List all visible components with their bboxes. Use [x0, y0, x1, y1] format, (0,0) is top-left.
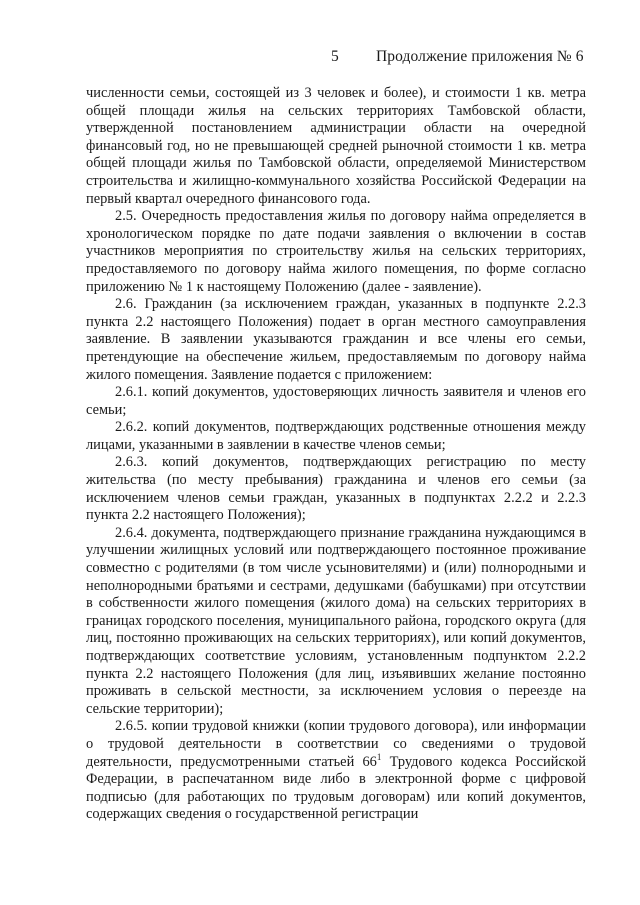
- paragraph-2-6-5-part-a: 2.6.5. копии трудовой книжки (копии трудового договора), или информации о трудовой деятельности в соответствии со сведениями о трудовой деятельности, предусмотренными статьей 66: [86, 718, 586, 770]
- paragraph-continuation: численности семьи, состоящей из 3 человек и более), и стоимости 1 кв. метра общей площади жилья на сельских территориях Тамбовской области, утвержденной постановлением администрации области на очередной финансовый год, но не превышающей средней рыночной стоимости 1 кв. метра общей площади жилья по Тамбовской области, определяемой Министерством строительства и жилищно-коммунального хозяйства Российской Федерации на первый квартал очередного финансового года.: [86, 85, 586, 207]
- article-superscript: 1: [376, 751, 382, 762]
- paragraph-2-6-4: 2.6.4. документа, подтверждающего признание гражданина нуждающимся в улучшении жилищных условий или подтверждающего постоянное проживание совместно с родителями (в том числе усыновителями) и (или) полнородными и неполнородными братьями и сестрами, дедушками (бабушками) при отсутствии в собственности жилого помещения (жилого дома) на сельских территориях в границах городского поселения, муниципального района, городского округа (для лиц, постоянно проживающих на сельских территориях), или копий документов, подтверждающих соответствие условиям, установленным подпунктом 2.2.2 пункта 2.2 настоящего Положения (для лиц, изъявивших желание постоянно проживать в сельской местности, за исключением условия о переезде на сельские территории);: [86, 524, 586, 717]
- appendix-title: Продолжение приложения № 6: [376, 48, 584, 65]
- paragraph-2-6-5: [86, 718, 586, 824]
- page-header: [0, 48, 640, 72]
- paragraph-2-6: 2.6. Гражданин (за исключением граждан, указанных в подпункте 2.2.3 пункта 2.2 настоящего Положения) подает в орган местного самоуправления заявление. В заявлении указываются гражданин и все члены его семьи, претендующие на обеспечение жильем, предоставляемым по договору найма жилого помещения. Заявление подается с приложением:: [86, 296, 586, 383]
- paragraph-2-6-1: 2.6.1. копий документов, удостоверяющих личность заявителя и членов его семьи;: [86, 384, 586, 418]
- paragraph-2-6-2: 2.6.2. копий документов, подтверждающих родственные отношения между лицами, указанными в заявлении в качестве членов семьи;: [86, 419, 586, 453]
- paragraph-2-6-3: 2.6.3. копий документов, подтверждающих регистрацию по месту жительства (по месту пребывания) гражданина и членов его семьи (за исключением членов семьи граждан, указанных в подпунктах 2.2.2 и 2.2.3 пункта 2.2 настоящего Положения);: [86, 454, 586, 524]
- paragraph-2-6-5-part-b: Трудового кодекса Российской Федерации, в распечатанном виде либо в электронной форме с цифровой подписью (для работающих по трудовым договорам) или копий документов, содержащих сведения о государственной регистрации: [86, 753, 586, 823]
- paragraph-2-5: 2.5. Очередность предоставления жилья по договору найма определяется в хронологическом порядке по дате подачи заявления о включении в состав участников мероприятия по строительству жилья на сельских территориях, предоставляемого по договору найма жилого помещения, по форме согласно приложению № 1 к настоящему Положению (далее - заявление).: [86, 208, 586, 295]
- page-number: 5: [331, 48, 339, 65]
- body-text: [86, 85, 586, 824]
